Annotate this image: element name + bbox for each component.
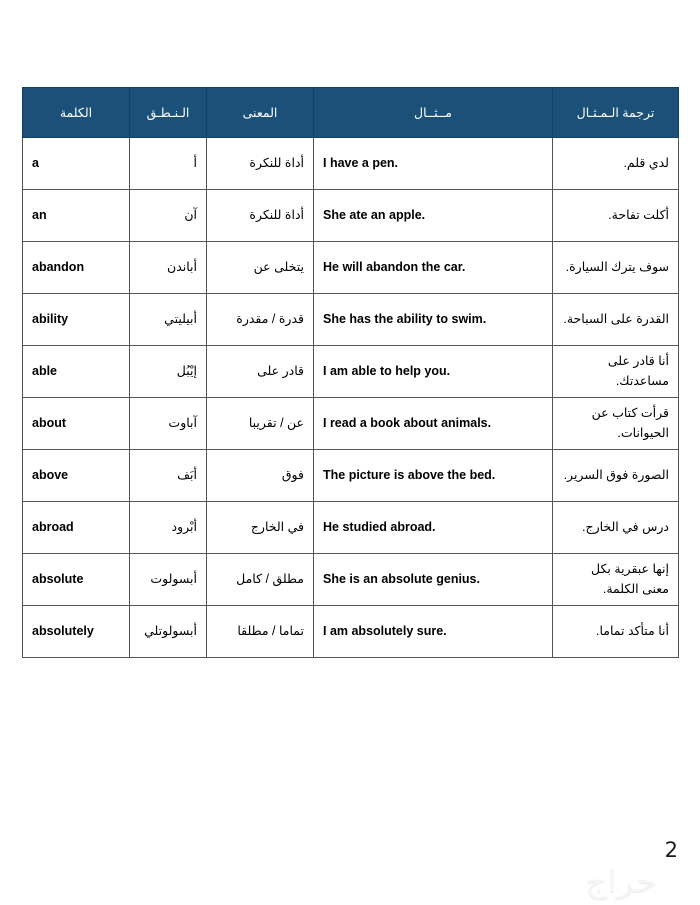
cell-pronunciation: أ: [130, 138, 207, 190]
cell-pronunciation: أبسولوت: [130, 554, 207, 606]
cell-meaning: قدرة / مقدرة: [207, 294, 314, 346]
cell-example: She ate an apple.: [314, 190, 553, 242]
table-row: [23, 294, 679, 346]
cell-example: He will abandon the car.: [314, 242, 553, 294]
cell-translation: الصورة فوق السرير.: [553, 450, 679, 502]
cell-word: absolute: [23, 554, 130, 606]
cell-pronunciation: آن: [130, 190, 207, 242]
cell-example: I am absolutely sure.: [314, 606, 553, 658]
column-header-meaning: المعنى: [207, 88, 314, 138]
cell-meaning: تماما / مطلقا: [207, 606, 314, 658]
cell-word: abroad: [23, 502, 130, 554]
cell-word: abandon: [23, 242, 130, 294]
table-row: [23, 554, 679, 606]
cell-pronunciation: أبْرود: [130, 502, 207, 554]
cell-example: He studied abroad.: [314, 502, 553, 554]
watermark-label: حراج: [584, 865, 658, 900]
cell-translation: أنا قادر على مساعدتك.: [553, 346, 679, 398]
cell-pronunciation: آباوت: [130, 398, 207, 450]
cell-example: I am able to help you.: [314, 346, 553, 398]
table-row: [23, 502, 679, 554]
cell-example: The picture is above the bed.: [314, 450, 553, 502]
cell-meaning: أداة للنكرة: [207, 190, 314, 242]
cell-meaning: في الخارج: [207, 502, 314, 554]
column-header-example: مــثــال: [314, 88, 553, 138]
cell-meaning: مطلق / كامل: [207, 554, 314, 606]
cell-meaning: عن / تقريبا: [207, 398, 314, 450]
cell-translation: سوف يترك السيارة.: [553, 242, 679, 294]
cell-example: She has the ability to swim.: [314, 294, 553, 346]
cell-word: above: [23, 450, 130, 502]
cell-translation: القدرة على السباحة.: [553, 294, 679, 346]
cell-translation: أكلت تفاحة.: [553, 190, 679, 242]
cell-translation: قرأت كتاب عن الحيوانات.: [553, 398, 679, 450]
column-header-pronunciation: الـنـطـق: [130, 88, 207, 138]
cell-word: about: [23, 398, 130, 450]
cell-pronunciation: أبَف: [130, 450, 207, 502]
cell-pronunciation: أباندن: [130, 242, 207, 294]
cell-pronunciation: أبسولوتلي: [130, 606, 207, 658]
watermark: [556, 866, 686, 900]
cell-pronunciation: أبيليتي: [130, 294, 207, 346]
cell-meaning: يتخلى عن: [207, 242, 314, 294]
cell-translation: أنا متأكد تماما.: [553, 606, 679, 658]
table-row: [23, 242, 679, 294]
table-body: [23, 138, 679, 658]
column-header-word: الكلمة: [23, 88, 130, 138]
page-number: 2: [664, 838, 678, 862]
vocabulary-table: [22, 87, 679, 658]
cell-pronunciation: إيْبُل: [130, 346, 207, 398]
cell-word: able: [23, 346, 130, 398]
cell-example: I read a book about animals.: [314, 398, 553, 450]
table-row: [23, 138, 679, 190]
cell-word: absolutely: [23, 606, 130, 658]
table-header: [23, 88, 679, 138]
table-row: [23, 346, 679, 398]
column-header-translation: ترجمة الـمـثـال: [553, 88, 679, 138]
cell-meaning: أداة للنكرة: [207, 138, 314, 190]
cell-word: an: [23, 190, 130, 242]
cell-example: She is an absolute genius.: [314, 554, 553, 606]
table-row: [23, 450, 679, 502]
cell-word: a: [23, 138, 130, 190]
table-row: [23, 190, 679, 242]
cell-translation: درس في الخارج.: [553, 502, 679, 554]
cell-translation: لدي قلم.: [553, 138, 679, 190]
cell-meaning: قادر على: [207, 346, 314, 398]
table-row: [23, 398, 679, 450]
cell-meaning: فوق: [207, 450, 314, 502]
table-row: [23, 606, 679, 658]
cell-example: I have a pen.: [314, 138, 553, 190]
cell-word: ability: [23, 294, 130, 346]
table-header-row: [23, 88, 679, 138]
cell-translation: إنها عبقرية بكل معنى الكلمة.: [553, 554, 679, 606]
